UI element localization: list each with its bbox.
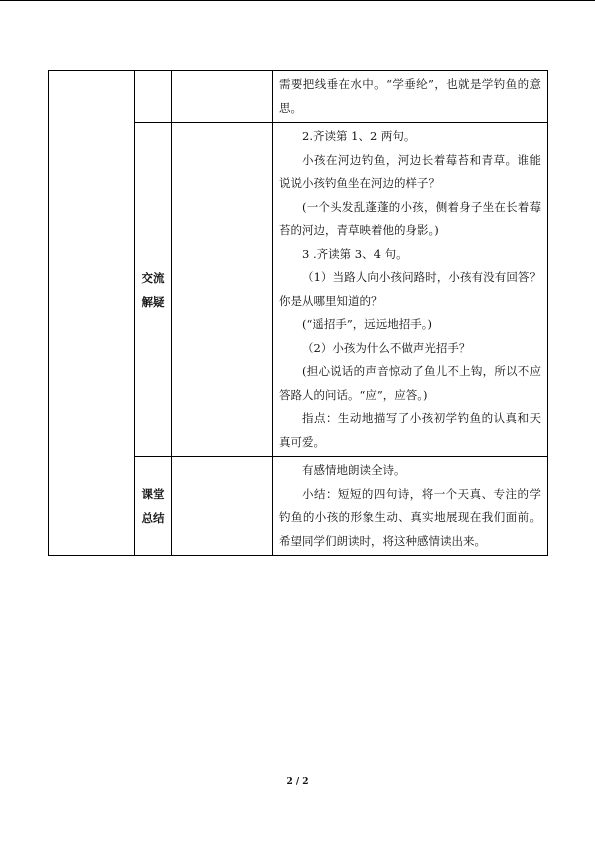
section-label-line: 解疑 [141,294,165,309]
page-number: 2 / 2 [286,777,309,787]
section-label-line: 课堂 [141,487,165,501]
discussion-paragraph: 小孩在河边钓鱼，河边长着莓苔和青草。谁能说说小孩钓鱼坐在河边的样子？ [279,152,541,190]
continuation-paragraph: 需要把线垂在水中。“学垂纶”，也就是学钓鱼的意思。 [279,77,541,115]
section-label-summary [135,457,172,556]
section-label-line: 总结 [141,511,165,525]
section-label-line: 交流 [141,270,165,285]
discussion-paragraph: 指点：生动地描写了小孩初学钓鱼的认真和天真可爱。 [279,411,541,449]
spacer-cell [172,457,273,556]
spacer-cell [172,123,273,457]
lesson-plan-table [48,70,548,556]
discussion-paragraph: (一个头发乱蓬蓬的小孩，侧着身子坐在长着莓苔的河边，青草映着他的身影。) [279,199,541,237]
summary-paragraph: 小结：短短的四句诗，将一个天真、专注的学钓鱼的小孩的形象生动、真实地展现在我们面前。希望同学们朗读时，将这种感情读出来。 [279,486,541,548]
discussion-paragraph: (担心说话的声音惊动了鱼儿不上钩，所以不应答路人的问话。“应”，应答。) [279,364,541,402]
table-row-continuation [49,71,548,123]
discussion-content [273,123,548,457]
summary-content [273,457,548,556]
discussion-paragraph: （1）当路人向小孩问路时，小孩有没有回答？你是从哪里知道的？ [279,270,541,308]
discussion-paragraph: （2）小孩为什么不做声光招手？ [302,340,471,355]
continuation-content [273,71,548,123]
discussion-paragraph: 3 .齐读第 3、4 句。 [302,246,408,261]
section-label-cell-empty [135,71,172,123]
discussion-paragraph: 2.齐读第 1、2 两句。 [302,129,416,143]
section-label-discussion [135,123,172,457]
spacer-cell [172,71,273,123]
summary-paragraph: 有感情地朗读全诗。 [302,463,406,477]
discussion-paragraph: (“遥招手”，远远地招手。) [302,317,432,331]
outer-section-cell [49,71,135,556]
header-rule [0,0,595,1]
